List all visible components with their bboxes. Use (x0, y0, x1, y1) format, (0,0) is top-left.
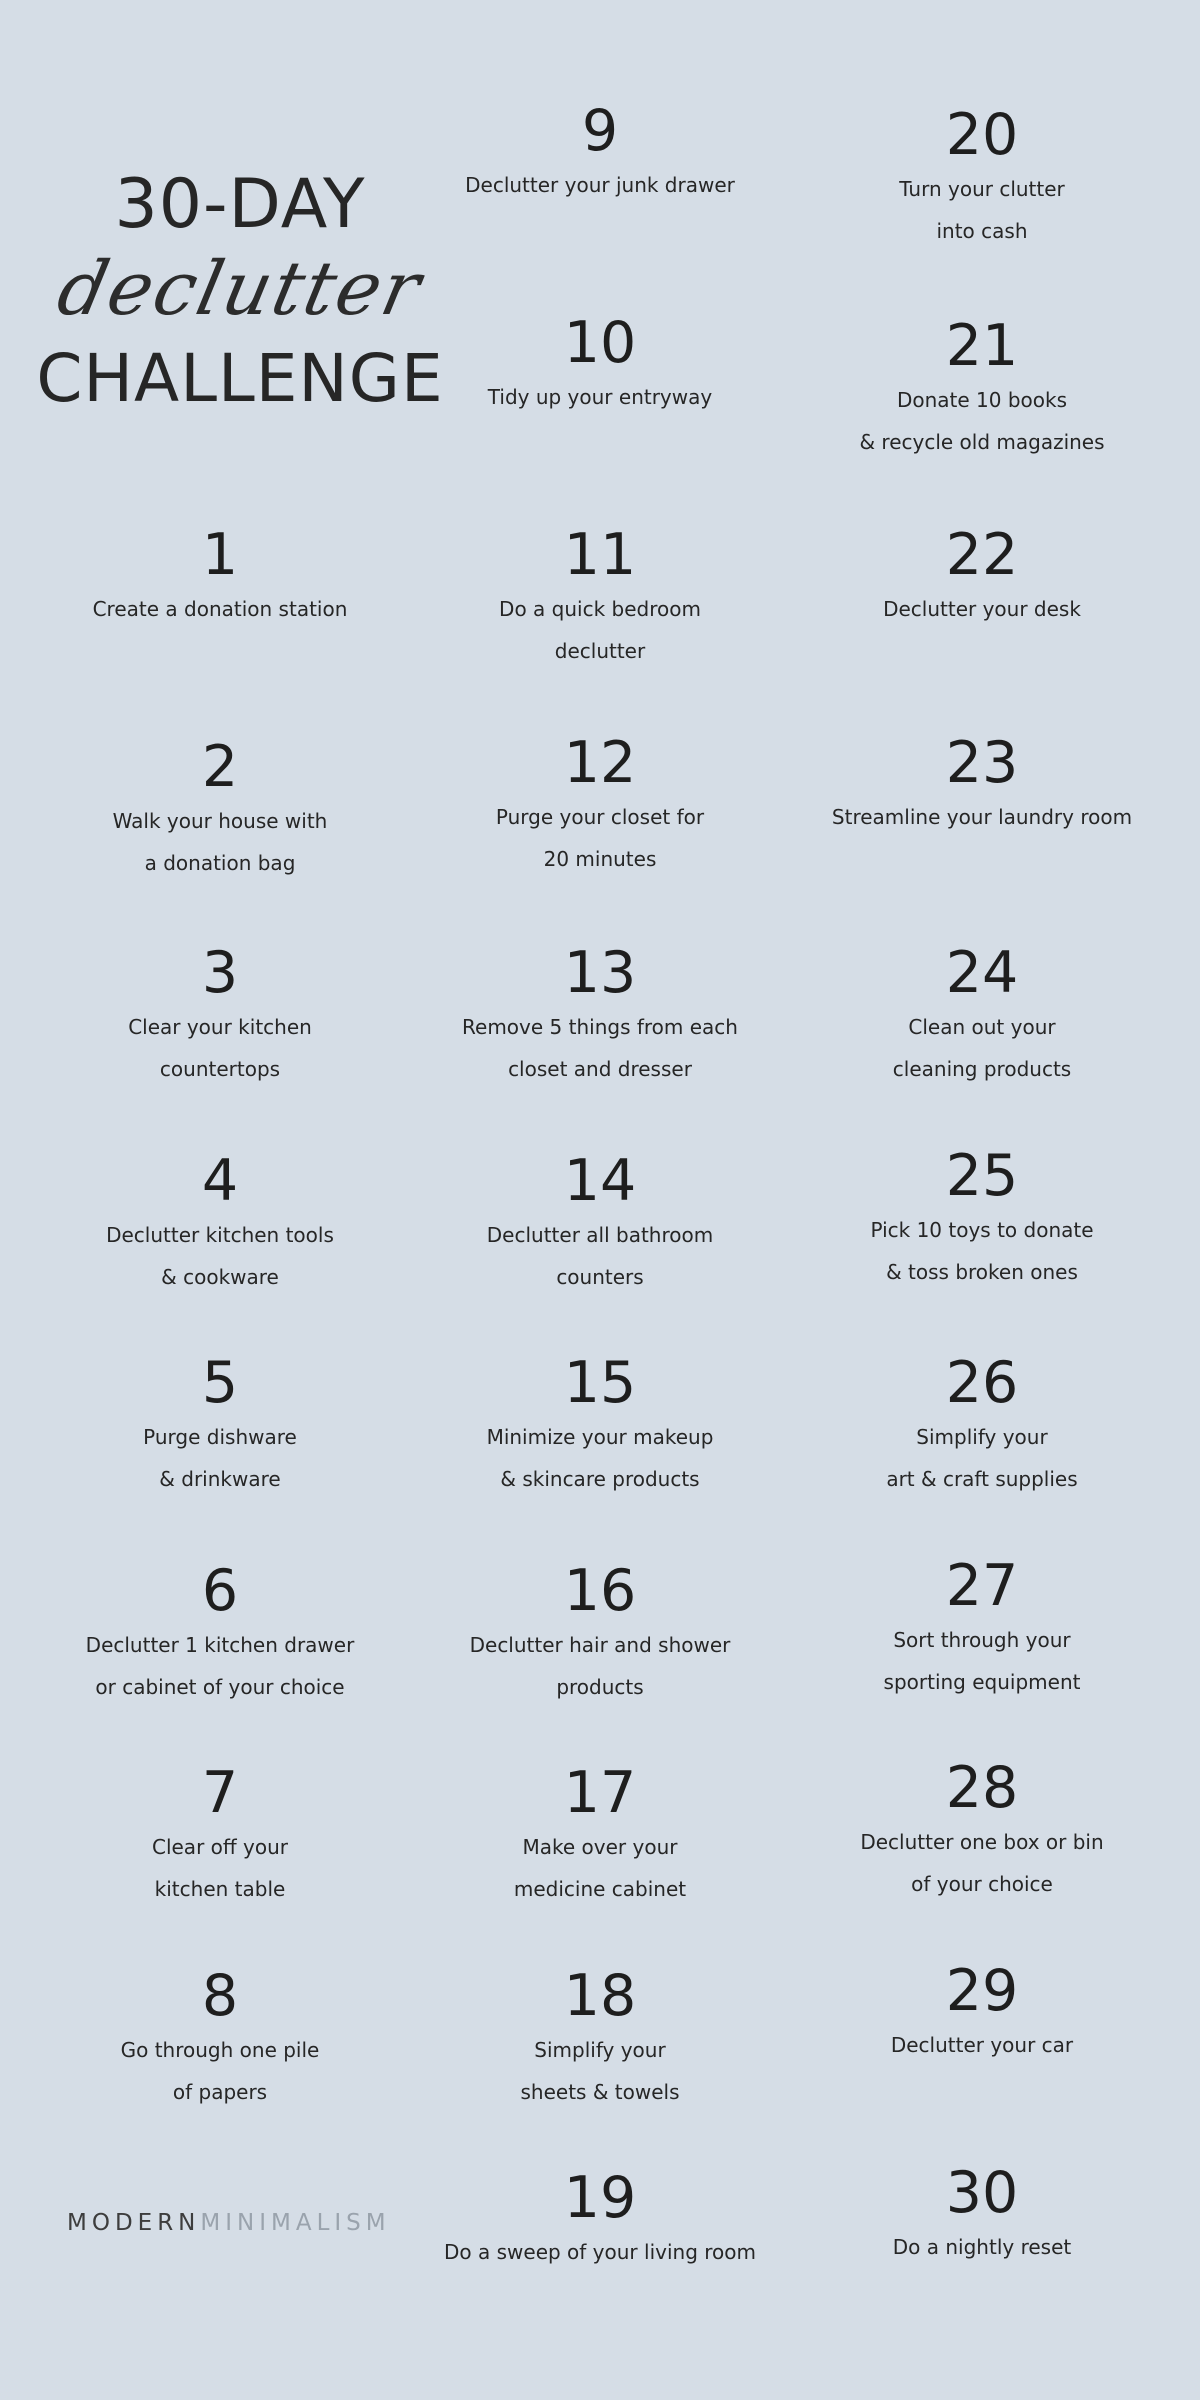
title-declutter-script: declutter (50, 246, 430, 332)
day-number: 8 (201, 1963, 239, 2029)
day-item (430, 1558, 770, 1708)
day-item (812, 940, 1152, 1090)
day-number: 25 (945, 1143, 1019, 1209)
day-task: Minimize your makeup & skincare products (486, 1425, 714, 1491)
day-item (430, 1963, 770, 2113)
day-number: 22 (945, 522, 1019, 588)
day-item (812, 1553, 1152, 1703)
day-task: Declutter your car (890, 2033, 1074, 2057)
day-number: 23 (945, 730, 1019, 796)
day-number: 10 (563, 310, 637, 376)
day-number: 4 (201, 1148, 239, 1214)
brand-word-modern: MODERN (67, 2210, 201, 2236)
day-number: 21 (945, 313, 1019, 379)
day-item (812, 1958, 1152, 2066)
day-task: Donate 10 books & recycle old magazines (859, 388, 1105, 454)
day-number: 3 (201, 940, 239, 1006)
brand-word-minimalism: MINIMALISM (200, 2210, 391, 2236)
day-number: 18 (563, 1963, 637, 2029)
day-item (50, 940, 390, 1090)
day-number: 6 (201, 1558, 239, 1624)
day-number: 14 (563, 1148, 637, 1214)
day-task: Declutter your desk (883, 597, 1081, 621)
day-number: 30 (945, 2160, 1019, 2226)
day-task: Turn your clutter into cash (899, 177, 1065, 243)
day-task: Clear your kitchen countertops (128, 1015, 312, 1081)
day-task: Walk your house with a donation bag (112, 809, 328, 875)
day-task: Clean out your cleaning products (892, 1015, 1072, 1081)
day-item (812, 730, 1152, 838)
day-task: Simplify your art & craft supplies (886, 1425, 1078, 1491)
day-task: Do a sweep of your living room (444, 2240, 756, 2264)
day-number: 5 (201, 1350, 239, 1416)
day-number: 12 (563, 730, 637, 796)
day-item (50, 1558, 390, 1708)
day-item (812, 102, 1152, 252)
day-number: 7 (201, 1760, 239, 1826)
day-item (430, 940, 770, 1090)
day-item (430, 1148, 770, 1298)
day-item (50, 1963, 390, 2113)
day-item (430, 522, 770, 672)
day-task: Declutter hair and shower products (469, 1633, 731, 1699)
day-task: Clear off your kitchen table (151, 1835, 288, 1901)
day-task: Purge dishware & drinkware (143, 1425, 297, 1491)
day-task: Make over your medicine cabinet (513, 1835, 687, 1901)
day-item (50, 1148, 390, 1298)
day-number: 20 (945, 102, 1019, 168)
day-item (812, 1350, 1152, 1500)
day-item (812, 1143, 1152, 1293)
day-task: Go through one pile of papers (120, 2038, 320, 2104)
day-item (812, 2160, 1152, 2268)
day-item (430, 310, 770, 418)
brand-logo (67, 2210, 391, 2236)
day-number: 16 (563, 1558, 637, 1624)
day-task: Do a quick bedroom declutter (499, 597, 701, 663)
day-number: 9 (581, 98, 619, 164)
day-task: Remove 5 things from each closet and dresser (462, 1015, 738, 1081)
day-task: Declutter 1 kitchen drawer or cabinet of your choice (85, 1633, 355, 1699)
day-item (50, 734, 390, 884)
day-number: 15 (563, 1350, 637, 1416)
day-task: Sort through your sporting equipment (883, 1628, 1081, 1694)
day-number: 17 (563, 1760, 637, 1826)
day-item (50, 1350, 390, 1500)
day-item (50, 522, 390, 630)
day-task: Declutter all bathroom counters (486, 1223, 714, 1289)
day-task: Declutter one box or bin of your choice (860, 1830, 1104, 1896)
day-task: Streamline your laundry room (831, 805, 1133, 829)
day-item (812, 313, 1152, 463)
day-item (430, 730, 770, 880)
day-item (812, 522, 1152, 630)
day-task: Do a nightly reset (892, 2235, 1072, 2259)
day-item (430, 1760, 770, 1910)
day-number: 26 (945, 1350, 1019, 1416)
day-task: Create a donation station (92, 597, 348, 621)
day-item (50, 1760, 390, 1910)
day-number: 19 (563, 2165, 637, 2231)
day-number: 2 (201, 734, 239, 800)
day-task: Purge your closet for 20 minutes (495, 805, 705, 871)
challenge-title (30, 165, 450, 421)
day-item (430, 2165, 770, 2273)
day-number: 29 (945, 1958, 1019, 2024)
day-task: Tidy up your entryway (487, 385, 713, 409)
title-30-day: 30-DAY (114, 165, 366, 244)
day-task: Simplify your sheets & towels (520, 2038, 680, 2104)
day-task: Pick 10 toys to donate & toss broken ones (870, 1218, 1094, 1284)
day-number: 13 (563, 940, 637, 1006)
day-item (430, 1350, 770, 1500)
day-number: 11 (563, 522, 637, 588)
day-number: 27 (945, 1553, 1019, 1619)
day-task: Declutter your junk drawer (465, 173, 735, 197)
day-number: 1 (201, 522, 239, 588)
day-item (812, 1755, 1152, 1905)
day-item (430, 98, 770, 206)
day-number: 28 (945, 1755, 1019, 1821)
day-task: Declutter kitchen tools & cookware (106, 1223, 334, 1289)
title-challenge: CHALLENGE (36, 340, 444, 417)
day-number: 24 (945, 940, 1019, 1006)
